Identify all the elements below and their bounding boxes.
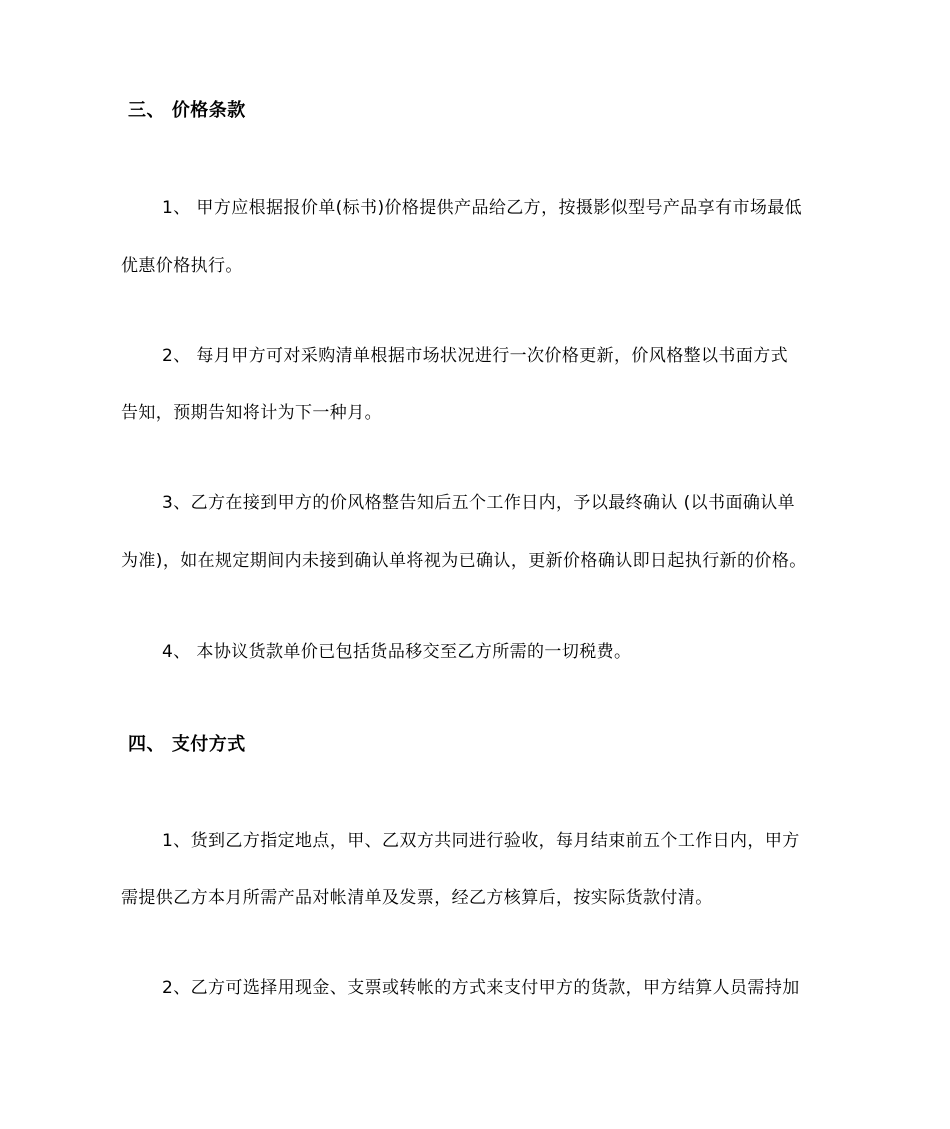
paragraph-line: 3、乙方在接到甲方的价风格整告知后五个工作日内，予以最终确认 (以书面确认单 bbox=[162, 493, 796, 513]
paragraph-line: 1、 甲方应根据报价单(标书)价格提供产品给乙方，按摄影似型号产品享有市场最低 bbox=[162, 198, 803, 218]
paragraph-line: 需提供乙方本月所需产品对帐清单及发票，经乙方核算后，按实际货款付清。 bbox=[121, 888, 713, 908]
paragraph-line: 1、货到乙方指定地点，甲、乙双方共同进行验收，每月结束前五个工作日内，甲方 bbox=[162, 831, 800, 851]
paragraph-line: 2、乙方可选择用现金、支票或转帐的方式来支付甲方的货款，甲方结算人员需持加 bbox=[162, 978, 800, 998]
section-heading-price-terms: 三、 价格条款 bbox=[128, 100, 246, 121]
paragraph-line: 告知，预期告知将计为下一种月。 bbox=[121, 403, 382, 423]
paragraph-line: 优惠价格执行。 bbox=[121, 256, 243, 276]
paragraph-line: 2、 每月甲方可对采购清单根据市场状况进行一次价格更新，价风格整以书面方式 bbox=[162, 346, 789, 366]
paragraph-line: 4、 本协议货款单价已包括货品移交至乙方所需的一切税费。 bbox=[162, 642, 632, 662]
section-heading-payment-method: 四、 支付方式 bbox=[128, 734, 246, 755]
paragraph-line: 为准)，如在规定期间内未接到确认单将视为已确认，更新价格确认即日起执行新的价格。 bbox=[121, 551, 807, 571]
